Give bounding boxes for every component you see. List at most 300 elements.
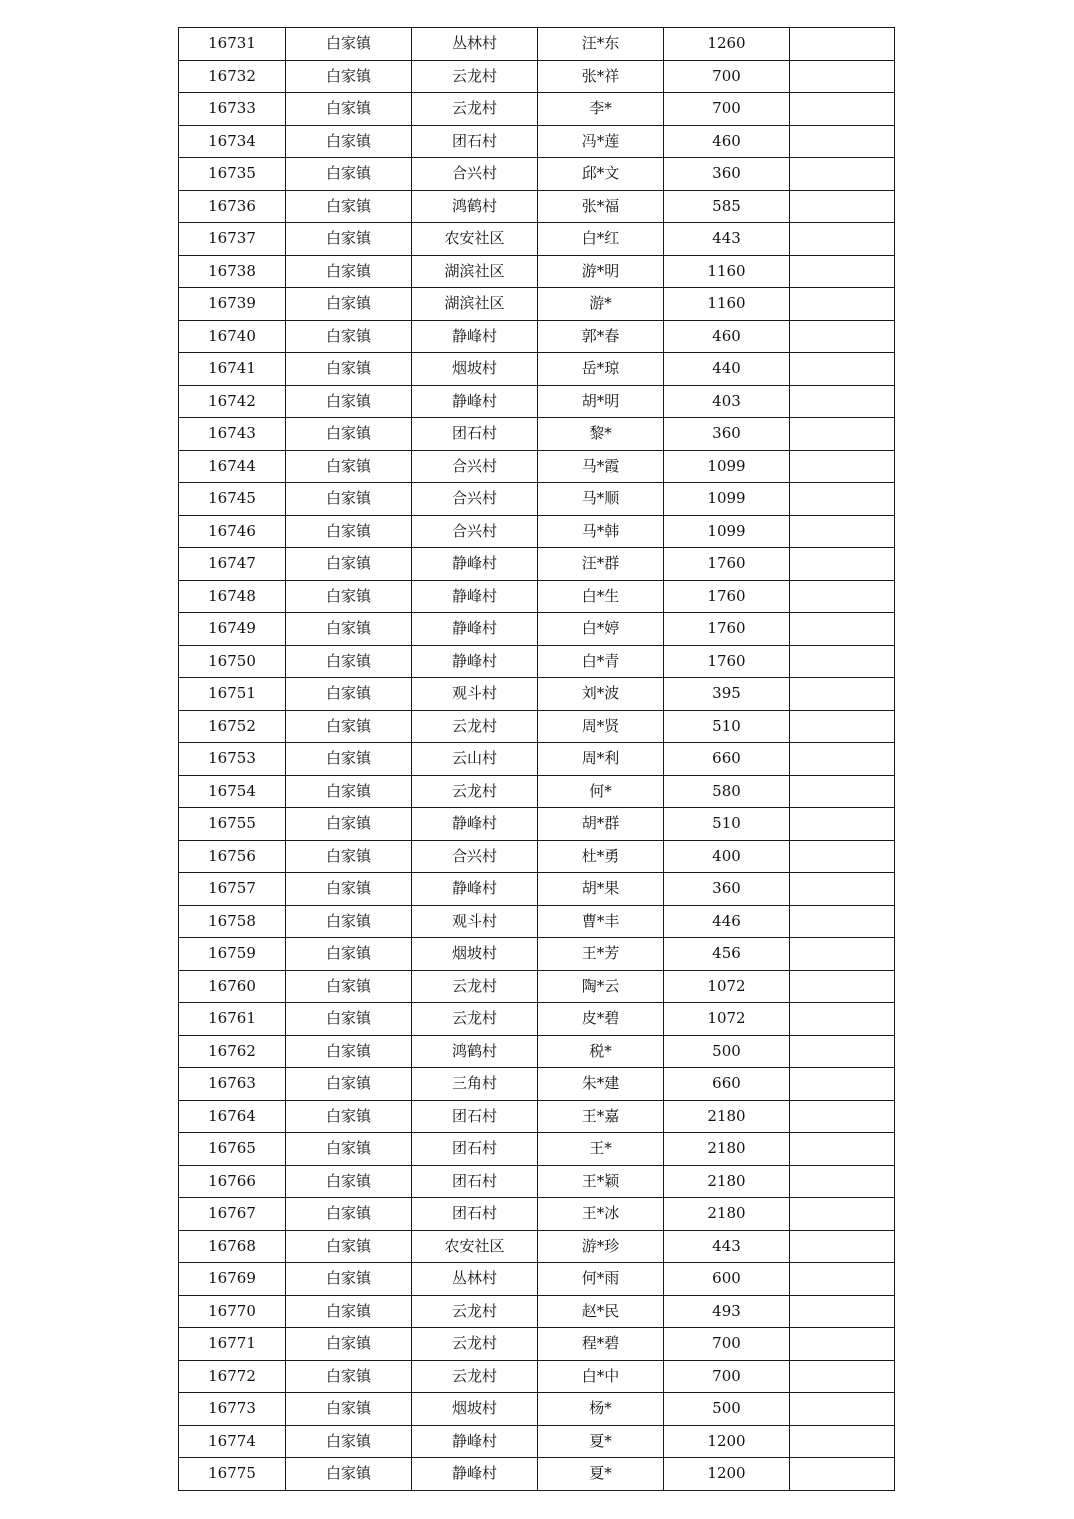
village-cell: 云山村	[412, 743, 538, 776]
town-cell: 白家镇	[286, 1360, 412, 1393]
table-row	[179, 1360, 895, 1393]
amount-cell: 400	[664, 840, 790, 873]
name-cell: 马*顺	[538, 483, 664, 516]
village-cell: 合兴村	[412, 483, 538, 516]
note-cell	[790, 353, 895, 386]
town-cell: 白家镇	[286, 613, 412, 646]
serial-number-cell: 16772	[179, 1360, 286, 1393]
table-row	[179, 1263, 895, 1296]
village-cell: 鸿鹤村	[412, 190, 538, 223]
name-cell: 夏*	[538, 1458, 664, 1491]
village-cell: 团石村	[412, 1100, 538, 1133]
town-cell: 白家镇	[286, 223, 412, 256]
table-row	[179, 1295, 895, 1328]
amount-cell: 460	[664, 320, 790, 353]
amount-cell: 2180	[664, 1100, 790, 1133]
serial-number-cell: 16753	[179, 743, 286, 776]
name-cell: 岳*琼	[538, 353, 664, 386]
name-cell: 王*芳	[538, 938, 664, 971]
name-cell: 程*碧	[538, 1328, 664, 1361]
table-row	[179, 515, 895, 548]
table-row	[179, 580, 895, 613]
town-cell: 白家镇	[286, 645, 412, 678]
town-cell: 白家镇	[286, 1328, 412, 1361]
note-cell	[790, 873, 895, 906]
serial-number-cell: 16775	[179, 1458, 286, 1491]
name-cell: 张*祥	[538, 60, 664, 93]
name-cell: 税*	[538, 1035, 664, 1068]
amount-cell: 1160	[664, 255, 790, 288]
amount-cell: 700	[664, 1360, 790, 1393]
table-row	[179, 158, 895, 191]
name-cell: 张*福	[538, 190, 664, 223]
amount-cell: 443	[664, 223, 790, 256]
table-row	[179, 1165, 895, 1198]
town-cell: 白家镇	[286, 483, 412, 516]
note-cell	[790, 288, 895, 321]
village-cell: 团石村	[412, 1165, 538, 1198]
note-cell	[790, 938, 895, 971]
note-cell	[790, 320, 895, 353]
village-cell: 静峰村	[412, 1425, 538, 1458]
table-row	[179, 938, 895, 971]
serial-number-cell: 16733	[179, 93, 286, 126]
note-cell	[790, 1393, 895, 1426]
note-cell	[790, 385, 895, 418]
town-cell: 白家镇	[286, 970, 412, 1003]
table-row	[179, 385, 895, 418]
note-cell	[790, 1425, 895, 1458]
note-cell	[790, 1068, 895, 1101]
serial-number-cell: 16750	[179, 645, 286, 678]
village-cell: 合兴村	[412, 840, 538, 873]
town-cell: 白家镇	[286, 93, 412, 126]
name-cell: 白*生	[538, 580, 664, 613]
village-cell: 团石村	[412, 418, 538, 451]
town-cell: 白家镇	[286, 450, 412, 483]
table-row	[179, 255, 895, 288]
town-cell: 白家镇	[286, 1165, 412, 1198]
note-cell	[790, 1100, 895, 1133]
village-cell: 观斗村	[412, 678, 538, 711]
table-row	[179, 353, 895, 386]
amount-cell: 510	[664, 710, 790, 743]
town-cell: 白家镇	[286, 548, 412, 581]
note-cell	[790, 808, 895, 841]
village-cell: 静峰村	[412, 613, 538, 646]
serial-number-cell: 16740	[179, 320, 286, 353]
note-cell	[790, 450, 895, 483]
town-cell: 白家镇	[286, 1230, 412, 1263]
town-cell: 白家镇	[286, 840, 412, 873]
note-cell	[790, 223, 895, 256]
name-cell: 白*中	[538, 1360, 664, 1393]
serial-number-cell: 16737	[179, 223, 286, 256]
name-cell: 夏*	[538, 1425, 664, 1458]
town-cell: 白家镇	[286, 808, 412, 841]
amount-cell: 500	[664, 1035, 790, 1068]
town-cell: 白家镇	[286, 255, 412, 288]
amount-cell: 1260	[664, 28, 790, 61]
serial-number-cell: 16734	[179, 125, 286, 158]
town-cell: 白家镇	[286, 1393, 412, 1426]
table-row	[179, 418, 895, 451]
table-row	[179, 223, 895, 256]
name-cell: 汪*东	[538, 28, 664, 61]
name-cell: 杜*勇	[538, 840, 664, 873]
serial-number-cell: 16773	[179, 1393, 286, 1426]
name-cell: 胡*群	[538, 808, 664, 841]
amount-cell: 700	[664, 93, 790, 126]
serial-number-cell: 16743	[179, 418, 286, 451]
name-cell: 周*利	[538, 743, 664, 776]
amount-cell: 1760	[664, 613, 790, 646]
name-cell: 白*婷	[538, 613, 664, 646]
serial-number-cell: 16744	[179, 450, 286, 483]
amount-cell: 1072	[664, 1003, 790, 1036]
village-cell: 静峰村	[412, 645, 538, 678]
town-cell: 白家镇	[286, 1035, 412, 1068]
village-cell: 云龙村	[412, 1328, 538, 1361]
table-row	[179, 28, 895, 61]
note-cell	[790, 190, 895, 223]
name-cell: 白*红	[538, 223, 664, 256]
table-row	[179, 450, 895, 483]
serial-number-cell: 16745	[179, 483, 286, 516]
name-cell: 何*	[538, 775, 664, 808]
table-row	[179, 125, 895, 158]
serial-number-cell: 16752	[179, 710, 286, 743]
amount-cell: 360	[664, 873, 790, 906]
village-cell: 团石村	[412, 1133, 538, 1166]
note-cell	[790, 970, 895, 1003]
name-cell: 王*嘉	[538, 1100, 664, 1133]
note-cell	[790, 1295, 895, 1328]
village-cell: 烟坡村	[412, 353, 538, 386]
serial-number-cell: 16758	[179, 905, 286, 938]
note-cell	[790, 483, 895, 516]
table-row	[179, 1328, 895, 1361]
table-row	[179, 710, 895, 743]
serial-number-cell: 16768	[179, 1230, 286, 1263]
serial-number-cell: 16731	[179, 28, 286, 61]
name-cell: 胡*果	[538, 873, 664, 906]
note-cell	[790, 515, 895, 548]
town-cell: 白家镇	[286, 158, 412, 191]
village-cell: 三角村	[412, 1068, 538, 1101]
serial-number-cell: 16759	[179, 938, 286, 971]
village-cell: 丛林村	[412, 1263, 538, 1296]
town-cell: 白家镇	[286, 580, 412, 613]
amount-cell: 2180	[664, 1133, 790, 1166]
village-cell: 烟坡村	[412, 1393, 538, 1426]
serial-number-cell: 16741	[179, 353, 286, 386]
note-cell	[790, 580, 895, 613]
serial-number-cell: 16766	[179, 1165, 286, 1198]
table-row	[179, 840, 895, 873]
note-cell	[790, 125, 895, 158]
note-cell	[790, 1133, 895, 1166]
table-row	[179, 1035, 895, 1068]
village-cell: 静峰村	[412, 548, 538, 581]
table-row	[179, 678, 895, 711]
amount-cell: 1099	[664, 450, 790, 483]
serial-number-cell: 16739	[179, 288, 286, 321]
town-cell: 白家镇	[286, 678, 412, 711]
village-cell: 云龙村	[412, 60, 538, 93]
note-cell	[790, 743, 895, 776]
serial-number-cell: 16735	[179, 158, 286, 191]
table-row	[179, 548, 895, 581]
table-row	[179, 320, 895, 353]
name-cell: 游*明	[538, 255, 664, 288]
note-cell	[790, 1360, 895, 1393]
village-cell: 静峰村	[412, 808, 538, 841]
town-cell: 白家镇	[286, 1068, 412, 1101]
amount-cell: 1760	[664, 548, 790, 581]
town-cell: 白家镇	[286, 515, 412, 548]
name-cell: 马*韩	[538, 515, 664, 548]
note-cell	[790, 613, 895, 646]
table-row	[179, 190, 895, 223]
name-cell: 冯*莲	[538, 125, 664, 158]
village-cell: 观斗村	[412, 905, 538, 938]
note-cell	[790, 710, 895, 743]
name-cell: 曹*丰	[538, 905, 664, 938]
amount-cell: 443	[664, 1230, 790, 1263]
amount-cell: 700	[664, 1328, 790, 1361]
amount-cell: 1760	[664, 580, 790, 613]
serial-number-cell: 16748	[179, 580, 286, 613]
table-row	[179, 905, 895, 938]
note-cell	[790, 418, 895, 451]
note-cell	[790, 775, 895, 808]
table-row	[179, 873, 895, 906]
town-cell: 白家镇	[286, 60, 412, 93]
village-cell: 团石村	[412, 125, 538, 158]
amount-cell: 1200	[664, 1425, 790, 1458]
serial-number-cell: 16769	[179, 1263, 286, 1296]
town-cell: 白家镇	[286, 288, 412, 321]
table-row	[179, 808, 895, 841]
amount-cell: 1200	[664, 1458, 790, 1491]
town-cell: 白家镇	[286, 938, 412, 971]
village-cell: 静峰村	[412, 385, 538, 418]
amount-cell: 585	[664, 190, 790, 223]
village-cell: 云龙村	[412, 1360, 538, 1393]
amount-cell: 1160	[664, 288, 790, 321]
village-cell: 合兴村	[412, 158, 538, 191]
table-row	[179, 483, 895, 516]
serial-number-cell: 16762	[179, 1035, 286, 1068]
amount-cell: 1760	[664, 645, 790, 678]
name-cell: 郭*春	[538, 320, 664, 353]
note-cell	[790, 255, 895, 288]
town-cell: 白家镇	[286, 1133, 412, 1166]
village-cell: 静峰村	[412, 1458, 538, 1491]
note-cell	[790, 60, 895, 93]
town-cell: 白家镇	[286, 353, 412, 386]
village-cell: 团石村	[412, 1198, 538, 1231]
name-cell: 王*颖	[538, 1165, 664, 1198]
amount-cell: 510	[664, 808, 790, 841]
town-cell: 白家镇	[286, 1425, 412, 1458]
name-cell: 王*	[538, 1133, 664, 1166]
name-cell: 何*雨	[538, 1263, 664, 1296]
name-cell: 汪*群	[538, 548, 664, 581]
amount-cell: 1099	[664, 483, 790, 516]
note-cell	[790, 1328, 895, 1361]
amount-cell: 1072	[664, 970, 790, 1003]
amount-cell: 2180	[664, 1198, 790, 1231]
table-row	[179, 970, 895, 1003]
note-cell	[790, 1165, 895, 1198]
serial-number-cell: 16757	[179, 873, 286, 906]
village-cell: 烟坡村	[412, 938, 538, 971]
table-row	[179, 613, 895, 646]
table-row	[179, 93, 895, 126]
village-cell: 湖滨社区	[412, 288, 538, 321]
serial-number-cell: 16755	[179, 808, 286, 841]
note-cell	[790, 1035, 895, 1068]
note-cell	[790, 645, 895, 678]
note-cell	[790, 1003, 895, 1036]
village-cell: 合兴村	[412, 450, 538, 483]
village-cell: 农安社区	[412, 223, 538, 256]
name-cell: 刘*波	[538, 678, 664, 711]
table-row	[179, 1003, 895, 1036]
name-cell: 胡*明	[538, 385, 664, 418]
amount-cell: 493	[664, 1295, 790, 1328]
table-row	[179, 775, 895, 808]
serial-number-cell: 16765	[179, 1133, 286, 1166]
village-cell: 云龙村	[412, 710, 538, 743]
town-cell: 白家镇	[286, 905, 412, 938]
town-cell: 白家镇	[286, 775, 412, 808]
name-cell: 李*	[538, 93, 664, 126]
table-row	[179, 1068, 895, 1101]
village-cell: 静峰村	[412, 580, 538, 613]
amount-cell: 360	[664, 158, 790, 191]
serial-number-cell: 16770	[179, 1295, 286, 1328]
town-cell: 白家镇	[286, 1263, 412, 1296]
amount-cell: 660	[664, 743, 790, 776]
amount-cell: 360	[664, 418, 790, 451]
serial-number-cell: 16754	[179, 775, 286, 808]
name-cell: 王*冰	[538, 1198, 664, 1231]
serial-number-cell: 16771	[179, 1328, 286, 1361]
subsidy-list-table	[178, 27, 895, 1491]
village-cell: 云龙村	[412, 970, 538, 1003]
serial-number-cell: 16756	[179, 840, 286, 873]
town-cell: 白家镇	[286, 28, 412, 61]
name-cell: 黎*	[538, 418, 664, 451]
serial-number-cell: 16751	[179, 678, 286, 711]
town-cell: 白家镇	[286, 320, 412, 353]
amount-cell: 1099	[664, 515, 790, 548]
serial-number-cell: 16760	[179, 970, 286, 1003]
village-cell: 鸿鹤村	[412, 1035, 538, 1068]
village-cell: 云龙村	[412, 1003, 538, 1036]
town-cell: 白家镇	[286, 873, 412, 906]
table-row	[179, 1393, 895, 1426]
table-row	[179, 645, 895, 678]
serial-number-cell: 16736	[179, 190, 286, 223]
village-cell: 云龙村	[412, 93, 538, 126]
table-row	[179, 1133, 895, 1166]
town-cell: 白家镇	[286, 1100, 412, 1133]
serial-number-cell: 16764	[179, 1100, 286, 1133]
amount-cell: 440	[664, 353, 790, 386]
serial-number-cell: 16761	[179, 1003, 286, 1036]
village-cell: 农安社区	[412, 1230, 538, 1263]
note-cell	[790, 548, 895, 581]
note-cell	[790, 840, 895, 873]
village-cell: 静峰村	[412, 873, 538, 906]
note-cell	[790, 1230, 895, 1263]
amount-cell: 460	[664, 125, 790, 158]
village-cell: 云龙村	[412, 775, 538, 808]
serial-number-cell: 16746	[179, 515, 286, 548]
town-cell: 白家镇	[286, 1003, 412, 1036]
note-cell	[790, 678, 895, 711]
name-cell: 周*贤	[538, 710, 664, 743]
town-cell: 白家镇	[286, 743, 412, 776]
name-cell: 陶*云	[538, 970, 664, 1003]
town-cell: 白家镇	[286, 1198, 412, 1231]
town-cell: 白家镇	[286, 190, 412, 223]
amount-cell: 2180	[664, 1165, 790, 1198]
table-row	[179, 743, 895, 776]
note-cell	[790, 1458, 895, 1491]
town-cell: 白家镇	[286, 1295, 412, 1328]
serial-number-cell: 16732	[179, 60, 286, 93]
table-row	[179, 1198, 895, 1231]
serial-number-cell: 16749	[179, 613, 286, 646]
name-cell: 邱*文	[538, 158, 664, 191]
table-row	[179, 1458, 895, 1491]
serial-number-cell: 16774	[179, 1425, 286, 1458]
note-cell	[790, 93, 895, 126]
name-cell: 杨*	[538, 1393, 664, 1426]
table-row	[179, 288, 895, 321]
serial-number-cell: 16747	[179, 548, 286, 581]
town-cell: 白家镇	[286, 385, 412, 418]
village-cell: 云龙村	[412, 1295, 538, 1328]
amount-cell: 500	[664, 1393, 790, 1426]
town-cell: 白家镇	[286, 418, 412, 451]
table-row	[179, 60, 895, 93]
name-cell: 赵*民	[538, 1295, 664, 1328]
serial-number-cell: 16742	[179, 385, 286, 418]
name-cell: 白*青	[538, 645, 664, 678]
amount-cell: 395	[664, 678, 790, 711]
amount-cell: 580	[664, 775, 790, 808]
name-cell: 马*霞	[538, 450, 664, 483]
serial-number-cell: 16767	[179, 1198, 286, 1231]
name-cell: 皮*碧	[538, 1003, 664, 1036]
village-cell: 合兴村	[412, 515, 538, 548]
name-cell: 游*	[538, 288, 664, 321]
note-cell	[790, 1263, 895, 1296]
amount-cell: 446	[664, 905, 790, 938]
note-cell	[790, 158, 895, 191]
table-body	[179, 28, 895, 1491]
amount-cell: 600	[664, 1263, 790, 1296]
table-row	[179, 1100, 895, 1133]
town-cell: 白家镇	[286, 1458, 412, 1491]
village-cell: 丛林村	[412, 28, 538, 61]
